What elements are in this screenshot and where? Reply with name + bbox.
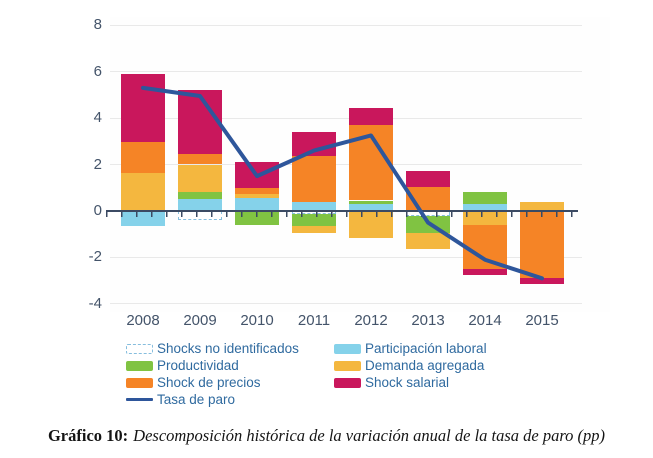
y-tick-label: 6 <box>93 62 102 80</box>
x-tick-label-2009: 2009 <box>183 312 217 329</box>
x-tick-label-2010: 2010 <box>240 312 274 329</box>
unemployment-rate-line <box>110 17 610 312</box>
y-tick-label: -2 <box>88 248 102 266</box>
legend-item <box>126 375 334 390</box>
legend-label: Shock salarial <box>365 375 450 390</box>
y-axis-labels <box>52 17 102 312</box>
x-tick-label-2014: 2014 <box>468 312 502 329</box>
caption-text: Descomposición histórica de la variación anual de la tasa de paro (pp) <box>133 426 606 445</box>
y-tick-label: 2 <box>93 155 102 173</box>
y-tick-label: 8 <box>93 16 102 34</box>
legend-swatch-icon <box>126 398 153 401</box>
legend-item <box>126 358 334 373</box>
chart-legend <box>126 341 586 407</box>
caption-label: Gráfico 10: <box>47 426 129 445</box>
legend-label: Tasa de paro <box>157 392 236 407</box>
x-tick-label-2013: 2013 <box>411 312 445 329</box>
y-tick-label: 4 <box>93 109 102 127</box>
y-tick-label: -4 <box>88 294 102 312</box>
legend-swatch-icon <box>126 361 153 371</box>
legend-swatch-icon <box>334 361 361 371</box>
x-tick-label-2012: 2012 <box>354 312 388 329</box>
x-tick-label-2011: 2011 <box>297 312 331 329</box>
plot-area <box>110 17 610 312</box>
legend-item <box>334 358 487 373</box>
legend-label: Shock de precios <box>157 375 261 390</box>
legend-swatch-icon <box>126 344 153 354</box>
legend-item <box>334 375 487 390</box>
legend-label: Demanda agregada <box>365 358 485 373</box>
legend-item <box>126 341 334 356</box>
x-axis-labels <box>110 312 610 334</box>
legend-column <box>334 341 487 407</box>
legend-swatch-icon <box>334 344 361 354</box>
legend-label: Participación laboral <box>365 341 487 356</box>
legend-label: Shocks no identificados <box>157 341 299 356</box>
legend-column <box>126 341 334 407</box>
legend-item <box>126 392 334 407</box>
legend-item <box>334 341 487 356</box>
x-tick-label-2015: 2015 <box>525 312 559 329</box>
legend-swatch-icon <box>334 378 361 388</box>
legend-swatch-icon <box>126 378 153 388</box>
legend-label: Productividad <box>157 358 239 373</box>
y-tick-label: 0 <box>93 201 102 219</box>
x-tick-label-2008: 2008 <box>126 312 160 329</box>
figure-caption <box>0 426 653 446</box>
